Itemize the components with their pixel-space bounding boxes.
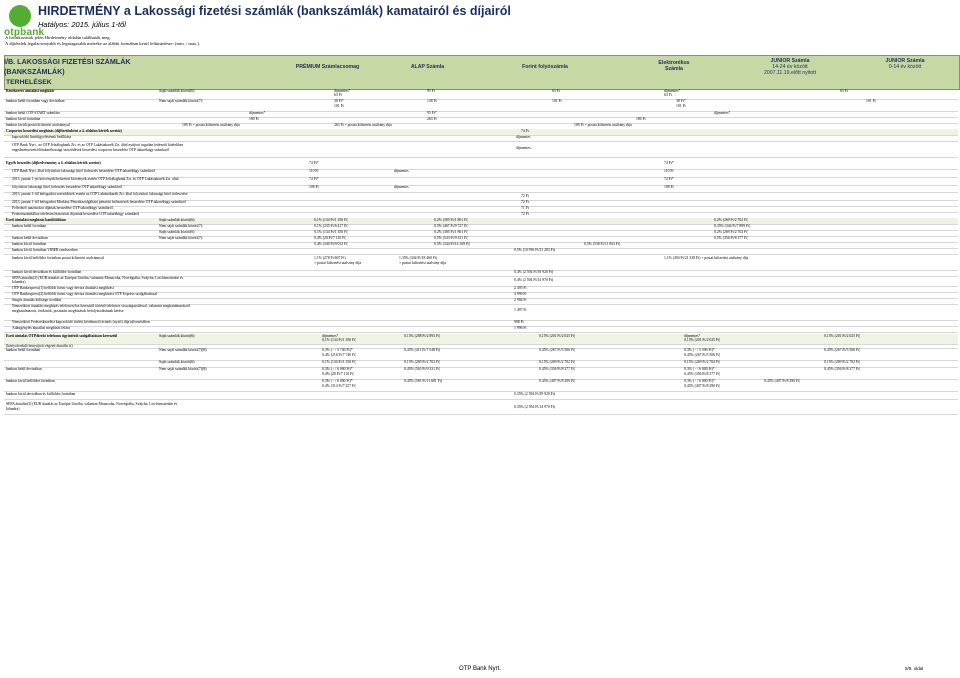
fee-cell: 0,4% (2 594 Ft/39 920 Ft) <box>514 270 554 274</box>
fee-cell: 0,2% (269 Ft/2 702 Ft) <box>714 230 749 234</box>
fee-cell: 0,1% (134 Ft/1 350 Ft) <box>314 230 349 234</box>
row-label: Nemzetközi átutalási megbízás telefonon/fax keresztül történő telefonos visszaigazolással, valamint meghatalmazásról <box>12 304 191 308</box>
row-label: OTP Bank Nyrt., az OTP Jelzálogbank Zrt. és az OTP Lakástakarék Zrt. által nyújtott ingatlan fedezetű hitelekhez <box>12 143 184 147</box>
row-label: Saját számlák között(6): <box>159 230 196 234</box>
row-label: OTP Bank Nyrt. által folyósított lakossági hitel törlesztés beszedése OTP takarékügy számláról <box>12 169 155 173</box>
fee-cell: 74 Ft <box>521 129 529 133</box>
fee-cell: engedményezett/előtakarékossági szerződések beszedési csoportos beszedése OTP takarékügy számlaról <box>12 148 169 152</box>
fee-cell: 0,35% (2 594 Ft/39 920 Ft) <box>514 392 556 396</box>
fee-cell: 0,2% (385 Ft/1 861 Ft) <box>434 218 469 222</box>
fee-cell: díjmentes* <box>249 111 266 115</box>
row-label: folyósított lakossági hitel törlesztés beszedése OTP takarékügy számláról <box>12 185 122 189</box>
fee-cell: 180 Ft + postai kifizetési utalvány díja <box>182 123 240 127</box>
fee-cell: 1 996 Ft <box>514 326 527 330</box>
fee-cell: 0,4% (20 Ft/7 110 Ft) <box>314 236 347 240</box>
table-row <box>4 143 958 158</box>
column-header-alap: ALAP Számla <box>410 64 445 70</box>
fee-cell: 998 Ft <box>514 320 524 324</box>
fee-cell: 74 Ft* <box>664 177 674 181</box>
row-label: Eseti átutalási megbízás bankfiókban <box>6 218 66 222</box>
row-label: bankon kívül forintban <box>12 242 47 246</box>
fee-cell: díjmentes* <box>714 111 731 115</box>
fee-cell: 0,35% (2 594 Ft/14 970 Ft) <box>514 405 556 409</box>
fee-cell: 0,1% (134 Ft/1 350 Ft) <box>322 360 357 364</box>
fee-cell: Nem saját számlák között(7): <box>159 236 204 240</box>
fee-cell: 0,3% ( - / 6 000 Ft)* <box>684 367 715 371</box>
table-row <box>4 402 958 415</box>
row-label: 2013. január 1-jei kötvények/befizetett kötvények esetén OTP Jelzálogbank Zrt. és OTP Lakástakarék Zrt. által <box>12 177 179 181</box>
fee-cell: + postai kifizetési utalvány díja <box>314 261 362 265</box>
fee-cell: 71 Ft <box>521 206 529 210</box>
fee-cell: 0,4% (314 Ft/7 257 Ft) <box>322 384 357 388</box>
fee-cell: 0,3% ( - / 5 506 Ft)* <box>684 348 715 352</box>
row-label: SEPA átutalás(3) (EUR átutalás az Európai Unióba, valamint Monacoba, Norvégiába, Svájcba, Liechtensteinbe és <box>6 402 178 406</box>
fee-cell: 180 Ft + postai kifizetési utalvány díja <box>574 123 632 127</box>
fee-cell: 2 994 Ft <box>514 298 527 302</box>
fee-cell: díjmentes* <box>322 334 339 338</box>
fee-cell: 72 Ft <box>521 212 529 216</box>
row-label: bankon kívül forintban VIBER rendszerben <box>12 248 78 252</box>
fee-cell: 0,3% ( - / 6 000 Ft)* <box>684 379 715 383</box>
fee-cell: 1,35% (344 Ft/18 460 Ft) <box>399 256 438 260</box>
fee-cell: 138 Ft <box>427 99 437 103</box>
fee-cell: 0,5% (467 Ft/9 727 Ft) <box>434 224 469 228</box>
row-label: OTP Bankexpress(2) belföldi forint vagy deviza átutalási megbízást OTP Express szolgáltatással <box>12 292 158 296</box>
fee-cell: 95 Ft* <box>427 111 437 115</box>
row-label: bankon kívüli postai kifizetési utalvánnyal <box>6 123 70 127</box>
fee-cell: 0,15% (201 Ft/2 025 Ft) <box>824 334 861 338</box>
fee-cell: 0,4% (20 Ft/7 110 Ft) <box>322 372 355 376</box>
fee-cell: 0,5% (543 Ft/9 331 Ft) <box>434 236 469 240</box>
row-label: 2013. január 1-től befogadott Merkász Pénztárszolgáltató pénztári befizetések beszedése OTP takarékügy számláról <box>12 200 186 204</box>
fee-cell: 74 Ft* <box>664 161 674 165</box>
fee-cell: 101 Ft <box>334 104 344 108</box>
fee-cell: 0,45% (356 Ft/8 377 Ft) <box>824 367 861 371</box>
fee-cell: + postai kifizetési utalvány díja <box>399 261 447 265</box>
row-label: bankon belül devizában <box>6 367 42 371</box>
fee-cell: 0,45% (407 Ft/8 290 Ft) <box>539 379 576 383</box>
fee-cell: 38 Ft* <box>676 99 686 103</box>
fee-cell: 0,3% ( - / 6 000 Ft)* <box>322 367 353 371</box>
row-label: bankon belül forintban <box>12 224 47 228</box>
table-row <box>4 135 958 142</box>
fee-cell: Nem saját számlák között(7)(8): <box>159 348 208 352</box>
fee-cell: 101 Ft <box>552 99 562 103</box>
row-label: kapcsolódó limitfigyelésének beállítása <box>12 135 72 139</box>
fee-cell: 0,45% (581 Ft/11 681 Ft) <box>404 379 443 383</box>
fee-cell: díjmentes <box>394 169 409 173</box>
fee-cell: 0,45% (356 Ft/8 377 Ft) <box>539 367 576 371</box>
fee-cell: 72 Ft <box>521 194 529 198</box>
fee-cell: 0,4% (340 Ft/9 012 Ft) <box>314 242 349 246</box>
footer-bank: OTP Bank Nyrt. <box>459 666 501 672</box>
row-label: bankon kívül devizában és külföldre forintban <box>6 392 76 396</box>
fee-cell: Nem saját számlák között(7): <box>159 224 204 228</box>
fee-cell: 0,3% ( - / 6 000 Ft)* <box>322 379 353 383</box>
fee-cell: 0,2% (269 Ft/2 702 Ft) <box>714 218 749 222</box>
row-label: Nemzetközi Fedezetkezelési kapcsolódó törlési kérelmezői érintés (nyitó) díja túlvezésében <box>12 320 150 324</box>
fee-cell: 0,3% ( - / 5 740 Ft)* <box>322 348 353 352</box>
column-header-forint: Forint folyószámla <box>522 64 568 70</box>
fee-cell: 0,5% (356 Ft/8 377 Ft) <box>714 236 749 240</box>
table-row <box>4 304 958 321</box>
row-label: bankon kívül belföldre forintban <box>6 379 55 383</box>
fee-cell: 263 Ft + postai kifizetési utalvány díja <box>334 123 392 127</box>
note-line: A hivatkozások jelen Hirdetmény oldalán találhatók meg. <box>5 35 111 40</box>
column-header-premium: PRÉMIUM Számlacsomag <box>295 64 360 70</box>
fee-cell: 2 495 Ft <box>514 286 527 290</box>
fee-cell: 38 Ft* <box>334 99 344 103</box>
column-header-elektronikus: Elektronikus Számla <box>658 60 690 73</box>
fee-cell: 110 Ft <box>664 169 674 173</box>
table-row <box>4 392 958 400</box>
row-label: bankon belül devizában <box>12 236 48 240</box>
fee-cell: 0,45% (356 Ft/8 377 Ft) <box>684 372 721 376</box>
fee-cell: Saját számlák között(6): <box>159 334 196 338</box>
fee-cell: 180 Ft <box>636 117 646 121</box>
fee-cell: 0,2% (385 Ft/1 861 Ft) <box>434 230 469 234</box>
row-label: OTP Bankexpress(1) belföldi forint vagy deviza átutalási megbízást <box>12 286 114 290</box>
fee-cell: 63 Ft <box>552 89 560 93</box>
fee-cell: 0,45% (407 Ft/8 290 Ft) <box>684 384 721 388</box>
fee-cell: 63 Ft <box>334 93 342 97</box>
fee-cell: Izlandra) <box>6 407 20 411</box>
page-title: HIRDETMÉNY a Lakossági fizetési számlák (bankszámlák) kamatairól és díjairól <box>38 4 511 18</box>
fee-cell: 95 Ft <box>427 89 435 93</box>
fee-cell: 0,1% (134 Ft/1 350 Ft) <box>314 218 349 222</box>
column-subheader-junior1-age: 14-24 év között <box>772 64 808 70</box>
row-label: Adatigénylés átutalási megbízás felára <box>12 326 70 330</box>
fee-cell: 0,45% (411 Ft/7 548 Ft) <box>404 348 441 352</box>
fee-cell: Nem saját számlák között(7): <box>159 99 204 103</box>
otp-logo-icon <box>9 5 31 27</box>
row-label: Rendszeres átutalási megbízás <box>6 89 55 93</box>
fee-cell: meghatalmazott, örökösök, postázási megbízások befolyásolásának kérése <box>12 309 124 313</box>
column-subheader-junior1-date: 2007.11.19.előtt nyitott <box>763 70 817 76</box>
fee-cell: Nem saját számlák között(7)(8): <box>159 367 208 371</box>
row-label: Csoportos beszedési megbízás (díjfizetőnként a 4. oldalon kérték szerint) <box>6 129 122 133</box>
row-label: bankon belül forintban vagy devizában <box>6 99 65 103</box>
fee-cell: 108 Ft <box>309 185 319 189</box>
fee-cell: 63 Ft <box>840 89 848 93</box>
row-label: bankon kívül devizában és külföldre forintban <box>12 270 82 274</box>
fee-cell: 1 497 Ft <box>514 308 527 312</box>
table-row <box>4 256 958 271</box>
row-label: (kártyaforduló benyújtott végzett átutalás is) <box>6 344 73 348</box>
section-title <box>4 57 150 76</box>
row-label: Egyéb beszedés (díjkedvezmény a 4. oldalon kérték szerint) <box>6 161 101 165</box>
fee-cell: 0,5% (10 956 Ft/31 283 Ft) <box>514 248 556 252</box>
section-title-text: I/B. LAKOSSÁGI FIZETÉSI SZÁMLÁK (BANKSZÁMLÁK) <box>4 57 131 76</box>
fee-cell: 101 Ft <box>866 99 876 103</box>
fee-cell: Saját számlák között(6): <box>159 218 196 222</box>
fee-cell: 1,1% (494 Ft/21 338 Ft) + postai kifizetési utalvány díja <box>664 256 749 260</box>
fee-cell: 0,45% (407 Ft/8 290 Ft) <box>764 379 801 383</box>
fee-cell: díjmentes* <box>664 89 681 93</box>
table-row <box>4 248 958 255</box>
row-label: bankon belül forintban <box>6 348 41 352</box>
fee-cell: 0,45% (563 Ft/9 331 Ft) <box>404 367 441 371</box>
table-row <box>4 326 958 333</box>
fee-cell: 108 Ft <box>664 185 674 189</box>
fee-cell: 0,4% (216 Ft/7 740 Ft) <box>322 353 357 357</box>
row-label: bankon kívül forintban <box>6 117 41 121</box>
fee-cell: Saját számlák között(6): <box>159 89 196 93</box>
note-line: A díjtételek legalacsonyabb és legmagasabb mértéke az alábbi formában kerül feltüntetésre: (min. / max.). <box>5 41 201 46</box>
row-label: SEPA átutalás(3) (EUR átutalás az Európai Unióba, valamint Monacoba, Norvégiába, Svájcba, Liechtensteinbe és <box>12 276 184 280</box>
fee-cell: 0,45% (267 Ft/5 506 Ft) <box>684 353 721 357</box>
fee-cell: 63 Ft <box>664 93 672 97</box>
group-title: TERHELÉSEK <box>6 79 52 86</box>
fee-cell: 0,15% (269 Ft/2 702 Ft) <box>824 360 861 364</box>
fee-cell: 110 Ft <box>309 169 319 173</box>
logo-text: otpbank <box>4 27 45 38</box>
fee-cell: 74 Ft* <box>309 177 319 181</box>
fee-cell: 180 Ft <box>249 117 259 121</box>
fee-cell: 0,45% (267 Ft/5 506 Ft) <box>824 348 861 352</box>
row-label: Sürgős átutalás költsége továbbá <box>12 298 61 302</box>
page-subtitle: Hatályos: 2015. július 1-től <box>38 20 126 29</box>
column-subheader-junior2-age: 0-14 év között <box>888 64 922 70</box>
fee-cell: díjmentes <box>516 146 531 150</box>
row-label: bankon kívül belföldre forintban postai kifizetési utalvánnyal <box>12 256 104 260</box>
row-label: Felfedező utazásokra díjának beszedése OTP takarékügy számláról <box>12 206 113 210</box>
fee-cell: 0,15% (269 Ft/2 702 Ft) <box>404 360 441 364</box>
fee-cell: 0,1% (235 Ft/6 417 Ft) <box>314 224 349 228</box>
fee-cell: díjmentes <box>516 135 531 139</box>
column-header-junior1: JUNIOR Számla <box>770 58 810 64</box>
column-header-junior2: JUNIOR Számla <box>885 58 925 64</box>
fee-cell: díjmentes* <box>334 89 351 93</box>
fee-cell: 0,35% (344 Ft/7 899 Ft) <box>714 224 751 228</box>
fee-cell: díjmentes <box>394 185 409 189</box>
fee-cell: 0,15% (269 Ft/2 702 Ft) <box>684 360 721 364</box>
fee-cell: 0,4% (2 594 Ft/14 970 Ft) <box>514 278 554 282</box>
fee-cell: 1,1% (278 Ft/607 Ft) <box>314 256 346 260</box>
fee-cell: 0,5% (344 Ft/14 109 Ft) <box>434 242 471 246</box>
fee-cell: 0,15% (201 Ft/2 025 Ft) <box>539 334 576 338</box>
row-label: bankon belül OTP START számlára <box>6 111 60 115</box>
fee-cell: 0,15% (201 Ft/2 025 Ft) <box>684 338 721 342</box>
row-label: Fedezetszámlához tételesen biztosított díjainak beszedése OTP takarékügy számláról <box>12 212 140 216</box>
fee-cell: 0,45% (267 Ft/5 506 Ft) <box>539 348 576 352</box>
fee-cell: 4 990 Ft <box>514 292 527 296</box>
table-row <box>4 379 958 392</box>
fee-cell: 0,15% (288 Ft/2 893 Ft) <box>404 334 441 338</box>
fee-cell: 74 Ft* <box>309 161 319 165</box>
row-label: 2013. január 1-től befogadott szerződések esetén az OTP Lakástakarék Zrt. által folyósított lakossági hitel törlesztése <box>12 192 188 196</box>
fee-cell: 72 Ft <box>521 200 529 204</box>
row-label: Saját számlák között(6): <box>159 360 196 364</box>
fee-cell: díjmentes* <box>684 334 701 338</box>
fee-cell: 0,15% (269 Ft/2 702 Ft) <box>539 360 576 364</box>
fee-cell: 0,5% (538 Ft/11 063 Ft) <box>584 242 621 246</box>
row-label: Eseti átutalás OTPdirekt telefonos ügyintézői szolgáltatáson keresztül <box>6 334 118 338</box>
page-number: 5/9. oldal <box>905 666 924 671</box>
fee-cell: Izlandra) <box>12 280 26 284</box>
fee-cell: 263 Ft <box>427 117 437 121</box>
fee-cell: 101 Ft <box>676 104 686 108</box>
fee-cell: 0,1% (134 Ft/1 350 Ft) <box>322 338 357 342</box>
